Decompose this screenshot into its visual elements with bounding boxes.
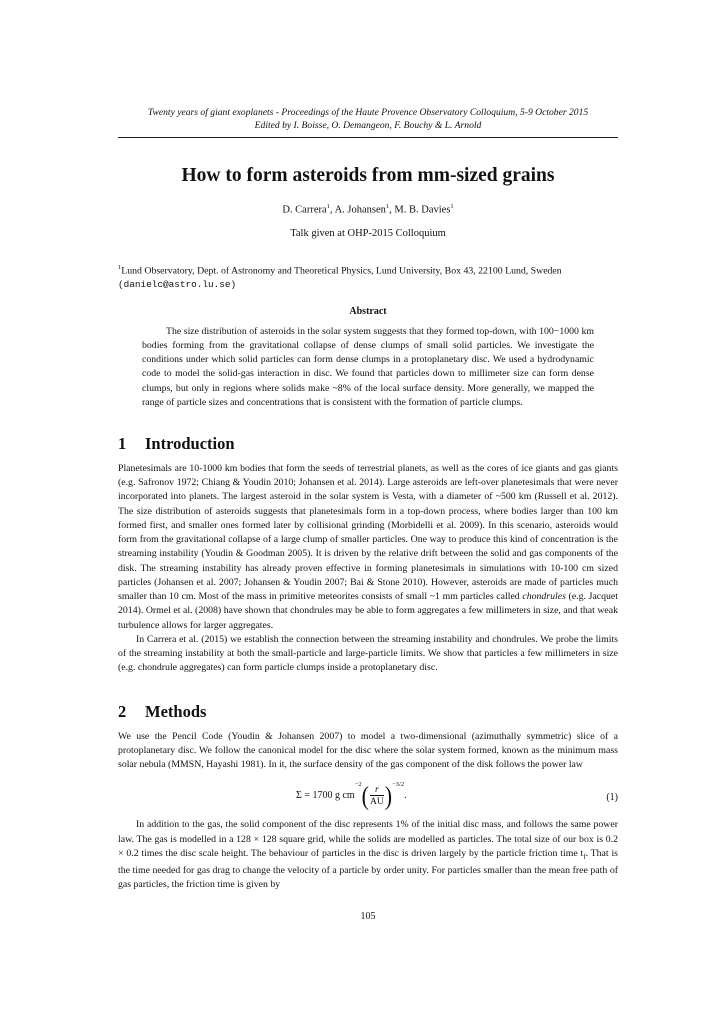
author-list: D. Carrera$^1$, A. Johansen$^1$, M. B. Davies$^1$ — [282, 203, 454, 216]
paragraph-text: . That is the time needed for gas drag to change the velocity of a particle by order unity. For particles smaller than the mean free path of gas particles, the friction time is given by — [118, 847, 618, 891]
subscript: f — [583, 852, 586, 861]
header-rule — [118, 137, 618, 138]
header-line-2: Edited by I. Boisse, O. Demangeon, F. Bouchy & L. Arnold — [254, 120, 482, 131]
affiliation-text: Lund Observatory, Dept. of Astronomy and Theoretical Physics, Lund University, Box 43, 22100 Lund, Sweden — [121, 264, 562, 276]
affiliation — [118, 261, 618, 292]
abstract-text: The size distribution of asteroids in the solar system suggests that they formed top-down, with 100−1000 km bodies forming from the gravitational collapse of dense clumps of small solid particles. We investigate the conditions under which solid particles can form dense clumps in a protoplanetary disc. We used a hydrodynamic code to model the solid-gas interaction in disc. We found that particles down to millimeter size can form dense clumps, but only in regions where solids make ~8% of the local surface density. More generally, we mapped the range of particle sizes and concentrations that is consistent with the formation of particle clumps. — [142, 325, 594, 408]
paragraph-text: In addition to the gas, the solid component of the disc represents 1% of the initial disc mass, and follows the same power law. The gas is modelled in a 128 × 128 square grid, while the solids are modelled as particles. The total size of our box is 0.2 × 0.2 times the disc scale height. The behaviour of particles in the disc is driven largely by the particle friction time t — [118, 819, 618, 859]
section-heading — [118, 434, 618, 454]
paren-open: ( — [361, 780, 369, 811]
talk-note: Talk given at OHP-2015 Colloquium — [290, 227, 446, 239]
equation-lhs: Σ = 1700 g cm — [296, 790, 355, 802]
affiliation-mark: 1 — [118, 263, 122, 271]
paper-title: How to form asteroids from mm-sized grains — [181, 165, 555, 186]
paragraph-text: (e.g. Jacquet 2014). Ormel et al. (2008) have shown that chondrules may be able to form aggregates a few millimeters in size, and that weak turbulence allows for larger aggregates. — [118, 591, 619, 631]
author-name: D. Carrera — [282, 204, 327, 216]
equation-number: (1) — [606, 792, 618, 804]
equation-expression — [296, 780, 407, 811]
fraction-denominator: AU — [369, 796, 384, 808]
paragraph: We use the Pencil Code (Youdin & Johansen 2007) to model a two-dimensional (azimuthally symmetric) slice of a protoplanetary disc. We follow the canonical model for the disc where the solar system formed, known as the minimum mass solar nebula (MMSN, Hayashi 1981). In it, the surface density of the gas component of the disk follows the power law — [118, 730, 618, 771]
page-number: 105 — [360, 911, 376, 922]
equation-exponent: −3/2 — [392, 781, 405, 789]
section-title: Methods — [145, 701, 207, 721]
equation-period: . — [404, 790, 407, 802]
fraction-numerator: r — [375, 784, 379, 796]
section-number: 2 — [118, 701, 127, 721]
paper-page — [118, 0, 619, 922]
header-line-1: Twenty years of giant exoplanets - Proceedings of the Haute Provence Observatory Colloquium, 5-9 October 2015 — [147, 107, 589, 118]
affiliation-mark: 1 — [326, 203, 330, 210]
paragraph — [118, 818, 618, 892]
abstract-heading: Abstract — [349, 305, 387, 317]
author-name: A. Johansen — [334, 204, 386, 216]
author-name: M. B. Davies — [394, 204, 451, 216]
section-heading — [118, 702, 618, 722]
section-methods — [118, 702, 618, 893]
paren-close: ) — [384, 780, 393, 811]
affiliation-mark: 1 — [450, 203, 454, 210]
equation-exponent: −2 — [354, 781, 362, 789]
emphasis: chondrules — [522, 591, 566, 603]
paragraph-text: Planetesimals are 10-1000 km bodies that form the seeds of terrestrial planets, as well as the cores of ice giants and gas giants (e.g. Safronov 1972; Chiang & Youdin 2010; Johansen et al. 2014). Large asteroids are left-over planetesimals that were never incorporated into planets. The largest asteroid in the solar system is Vesta, with a diameter of ~500 km (Russell et al. 2012). The size distribution of asteroids suggests that planetesimals form in a top-down process, where bodies larger than 100 km formed first, and smaller ones formed later by collisional grinding (Morbidelli et al. 2009). In this scenario, asteroids would form from the gravitational collapse of a large clump of smaller particles. One way to produce this kind of concentration is the streaming instability (Youdin & Goodman 2005). It is driven by the relative drift between the solid and gas components of the disk. The streaming instability has already proven effective in forming planetesimals in simulations with 10-100 cm sized particles (Johansen et al. 2007; Johansen & Youdin 2007; Bai & Stone 2010). However, asteroids are made of particles much smaller than 10 cm. Most of the mass in primitive meteorites consists of small ~1 mm particles called — [118, 462, 618, 603]
proceedings-header — [118, 0, 618, 132]
affiliation-mark: 1 — [385, 203, 390, 210]
author-email: (danielc@astro.lu.se) — [118, 278, 237, 290]
paragraph — [118, 462, 618, 633]
paragraph: In Carrera et al. (2015) we establish the connection between the streaming instability and chondrules. We probe the limits of the streaming instability at both the small-particle and large-particle limits. We show that particles a few millimeters in size (e.g. chondrule aggregates) can form particle clumps inside a protoplanetary disc. — [118, 633, 618, 674]
equation-fraction — [370, 784, 384, 807]
section-number: 1 — [118, 433, 127, 453]
section-title: Introduction — [145, 433, 235, 453]
section-introduction — [118, 434, 618, 676]
equation-1 — [118, 776, 618, 818]
